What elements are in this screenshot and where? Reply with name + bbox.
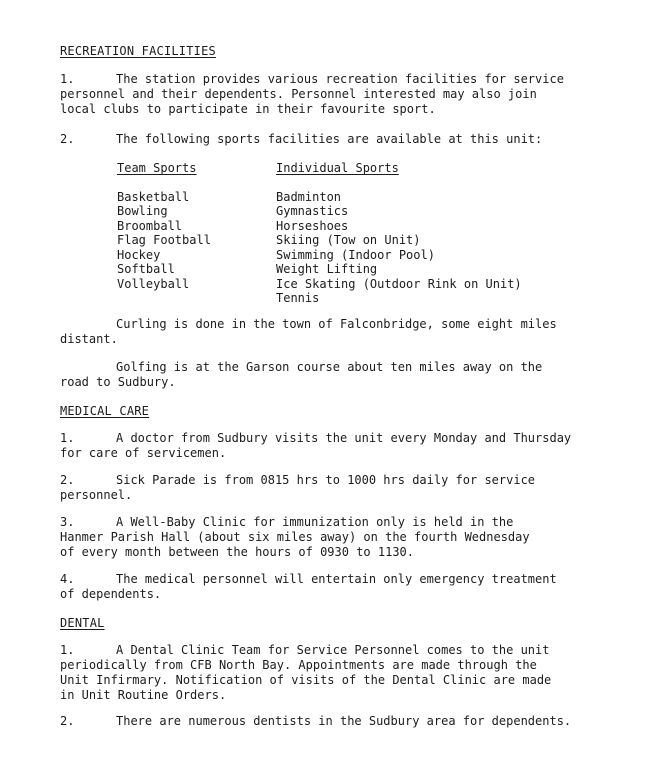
paragraph-line: for care of servicemen. xyxy=(60,446,227,460)
individual-sport-item: Tennis xyxy=(276,291,320,305)
paragraph-number: 1. xyxy=(60,643,75,657)
dental-paragraph-2 xyxy=(60,714,580,729)
team-sport-item: Flag Football xyxy=(117,233,211,247)
team-sport-item: Hockey xyxy=(117,247,161,262)
paragraph-number: 1. xyxy=(60,431,75,445)
recreation-paragraph-2 xyxy=(60,132,580,147)
paragraph-line: Hanmer Parish Hall (about six miles away) on the fourth Wednesday xyxy=(60,530,530,544)
paragraph-line: A Dental Clinic Team for Service Personnel comes to the unit xyxy=(116,643,550,657)
medical-heading: MEDICAL CARE xyxy=(60,404,150,418)
paragraph-line: Curling is done in the town of Falconbridge, some eight miles xyxy=(116,317,557,331)
recreation-paragraph-1 xyxy=(60,72,580,117)
paragraph-line: Unit Infirmary. Notification of visits of the Dental Clinic are made xyxy=(60,673,552,687)
individual-sport-item: Horseshoes xyxy=(276,218,349,233)
dental-heading: DENTAL xyxy=(60,616,105,630)
individual-sports-header: Individual Sports xyxy=(276,161,399,175)
golfing-paragraph xyxy=(60,360,580,390)
individual-sport-item: Gymnastics xyxy=(276,204,349,218)
paragraph-line: Golfing is at the Garson course about ten miles away on the xyxy=(116,360,543,374)
paragraph-line: distant. xyxy=(60,332,118,346)
paragraph-number: 2. xyxy=(60,714,75,728)
paragraph-line: periodically from CFB North Bay. Appointments are made through the xyxy=(60,658,537,672)
paragraph-line: personnel. xyxy=(60,488,133,502)
team-sports-header: Team Sports xyxy=(117,161,197,175)
team-sport-item: Volleyball xyxy=(117,276,190,291)
paragraph-line: personnel and their dependents. Personnel interested may also join xyxy=(60,87,537,101)
paragraph-line: A doctor from Sudbury visits the unit every Monday and Thursday xyxy=(116,431,572,445)
team-sport-item: Broomball xyxy=(117,218,183,233)
individual-sport-item: Skiing (Tow on Unit) xyxy=(276,233,421,247)
individual-sport-item: Badminton xyxy=(276,189,342,204)
paragraph-line: road to Sudbury. xyxy=(60,375,176,389)
paragraph-line: of dependents. xyxy=(60,587,162,601)
individual-sport-item: Weight Lifting xyxy=(276,262,378,276)
paragraph-line: of every month between the hours of 0930 to 1130. xyxy=(60,545,415,559)
paragraph-line: The medical personnel will entertain only emergency treatment xyxy=(116,572,557,586)
individual-sport-item: Swimming (Indoor Pool) xyxy=(276,247,435,262)
paragraph-line: local clubs to participate in their favourite sport. xyxy=(60,102,436,116)
paragraph-number: 2. xyxy=(60,132,75,146)
paragraph-number: 3. xyxy=(60,515,75,529)
team-sport-item: Basketball xyxy=(117,189,190,204)
team-sports-column xyxy=(117,161,211,291)
paragraph-line: There are numerous dentists in the Sudbury area for dependents. xyxy=(116,714,572,728)
medical-paragraph-3 xyxy=(60,515,580,560)
individual-sport-item: Ice Skating (Outdoor Rink on Unit) xyxy=(276,276,522,291)
paragraph-line: in Unit Routine Orders. xyxy=(60,688,227,702)
paragraph-number: 2. xyxy=(60,473,75,487)
team-sport-item: Softball xyxy=(117,262,175,276)
paragraph-number: 4. xyxy=(60,572,75,586)
paragraph-line: The station provides various recreation facilities for service xyxy=(116,72,564,86)
team-sport-item: Bowling xyxy=(117,204,168,218)
individual-sports-column xyxy=(276,161,522,306)
medical-paragraph-1 xyxy=(60,431,580,461)
medical-paragraph-2 xyxy=(60,473,580,503)
curling-paragraph xyxy=(60,317,580,347)
paragraph-line: The following sports facilities are available at this unit: xyxy=(116,132,543,146)
paragraph-line: A Well-Baby Clinic for immunization only is held in the xyxy=(116,515,514,529)
medical-paragraph-4 xyxy=(60,572,580,602)
dental-paragraph-1 xyxy=(60,643,580,703)
paragraph-line: Sick Parade is from 0815 hrs to 1000 hrs daily for service xyxy=(116,473,536,487)
recreation-heading: RECREATION FACILITIES xyxy=(60,44,216,58)
paragraph-number: 1. xyxy=(60,72,75,86)
